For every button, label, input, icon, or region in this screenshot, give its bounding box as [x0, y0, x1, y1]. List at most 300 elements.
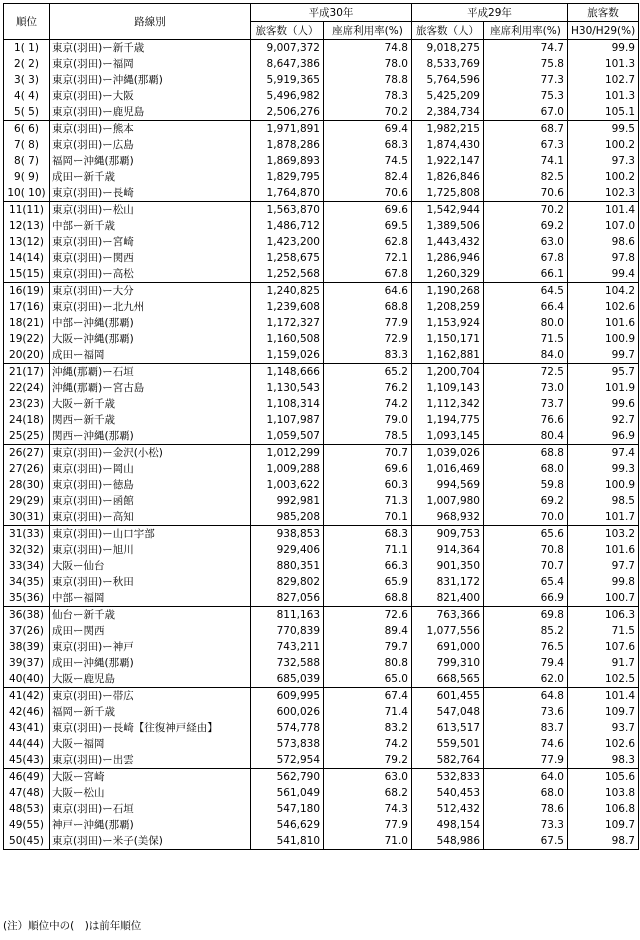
route-cell: 大阪ー仙台: [50, 558, 251, 574]
rank-cell: 15(15): [4, 266, 50, 283]
h30-seat-rate-cell: 68.3: [324, 137, 412, 153]
rank-cell: 43(41): [4, 720, 50, 736]
table-row: [4, 364, 639, 381]
rank-cell: 40(40): [4, 671, 50, 688]
route-cell: 東京(羽田)ー沖縄(那覇): [50, 72, 251, 88]
route-cell: 東京(羽田)ー大阪: [50, 88, 251, 104]
rank-cell: 5( 5): [4, 104, 50, 121]
h30-seat-rate-cell: 80.8: [324, 655, 412, 671]
h29-header: 平成29年: [412, 4, 568, 22]
h30-seat-rate-cell: 74.2: [324, 396, 412, 412]
table-row: [4, 688, 639, 705]
route-cell: 大阪ー福岡: [50, 736, 251, 752]
h29-passengers-cell: 799,310: [412, 655, 484, 671]
ratio-cell: 100.9: [568, 477, 639, 493]
h30-passengers-cell: 1,130,543: [251, 380, 324, 396]
route-cell: 沖縄(那覇)ー石垣: [50, 364, 251, 381]
ratio-cell: 109.7: [568, 704, 639, 720]
h29-passengers-cell: 9,018,275: [412, 40, 484, 57]
h30-passengers-cell: 929,406: [251, 542, 324, 558]
h30-seat-rate-cell: 62.8: [324, 234, 412, 250]
table-row: [4, 88, 639, 104]
table-row: [4, 428, 639, 445]
h30-passengers-cell: 572,954: [251, 752, 324, 769]
h30-passengers-cell: 743,211: [251, 639, 324, 655]
h30-seat-rate-cell: 60.3: [324, 477, 412, 493]
h30-passengers-cell: 880,351: [251, 558, 324, 574]
h30-seat-rate-cell: 65.9: [324, 574, 412, 590]
h29-seat-rate-cell: 74.7: [484, 40, 568, 57]
ratio-header: 旅客数: [568, 4, 639, 22]
ratio-cell: 92.7: [568, 412, 639, 428]
h29-passengers-cell: 668,565: [412, 671, 484, 688]
rank-cell: 48(53): [4, 801, 50, 817]
h30-passengers-cell: 1,148,666: [251, 364, 324, 381]
h29-passengers-cell: 1,016,469: [412, 461, 484, 477]
h29-passengers-cell: 1,982,215: [412, 121, 484, 138]
ratio-cell: 99.5: [568, 121, 639, 138]
h29-passengers-cell: 1,200,704: [412, 364, 484, 381]
h29-passengers-cell: 994,569: [412, 477, 484, 493]
rank-cell: 18(21): [4, 315, 50, 331]
h30-seat-rate-cell: 83.3: [324, 347, 412, 364]
route-cell: 関西ー沖縄(那覇): [50, 428, 251, 445]
h29-seat-rate-cell: 80.4: [484, 428, 568, 445]
ratio-cell: 97.8: [568, 250, 639, 266]
table-row: [4, 493, 639, 509]
h30-passengers-cell: 609,995: [251, 688, 324, 705]
h30-passengers-cell: 561,049: [251, 785, 324, 801]
ratio-cell: 99.8: [568, 574, 639, 590]
route-cell: 成田ー新千歳: [50, 169, 251, 185]
ratio-cell: 104.2: [568, 283, 639, 300]
ratio-sub-header: H30/H29(%): [568, 22, 639, 40]
ratio-cell: 101.7: [568, 509, 639, 526]
h29-seat-rate-cell: 66.1: [484, 266, 568, 283]
ratio-cell: 106.3: [568, 607, 639, 624]
route-cell: 東京(羽田)ー帯広: [50, 688, 251, 705]
table-row: [4, 202, 639, 219]
h29-passengers-cell: 1,874,430: [412, 137, 484, 153]
h29-passengers-cell: 821,400: [412, 590, 484, 607]
rank-cell: 39(37): [4, 655, 50, 671]
h29-passengers-cell: 909,753: [412, 526, 484, 543]
h30-seat-rate-cell: 72.1: [324, 250, 412, 266]
rank-cell: 42(46): [4, 704, 50, 720]
table-row: [4, 477, 639, 493]
h30-seat-rate-cell: 70.7: [324, 445, 412, 462]
h30-passengers-cell: 685,039: [251, 671, 324, 688]
h30-seat-rate-cell: 72.6: [324, 607, 412, 624]
route-cell: 東京(羽田)ー石垣: [50, 801, 251, 817]
h29-passengers-cell: 1,208,259: [412, 299, 484, 315]
h30-passengers-cell: 573,838: [251, 736, 324, 752]
h29-passengers-cell: 1,112,342: [412, 396, 484, 412]
rank-cell: 2( 2): [4, 56, 50, 72]
ratio-cell: 99.6: [568, 396, 639, 412]
table-row: [4, 785, 639, 801]
h29-seat-rate-cell: 64.8: [484, 688, 568, 705]
table-row: [4, 542, 639, 558]
h29-passengers-cell: 1,725,808: [412, 185, 484, 202]
h30-seat-rate-cell: 71.3: [324, 493, 412, 509]
h29-passengers-cell: 1,109,143: [412, 380, 484, 396]
h30-seat-rate-cell: 78.5: [324, 428, 412, 445]
h29-passengers-cell: 1,542,944: [412, 202, 484, 219]
h29-passengers-cell: 1,093,145: [412, 428, 484, 445]
h30-seat-rate-cell: 65.2: [324, 364, 412, 381]
table-body: [4, 40, 639, 850]
route-ranking-table: [3, 3, 639, 850]
rank-header: 順位: [4, 4, 50, 40]
table-row: [4, 121, 639, 138]
rank-cell: 22(24): [4, 380, 50, 396]
h30-passengers-cell: 574,778: [251, 720, 324, 736]
ratio-cell: 99.4: [568, 266, 639, 283]
ratio-cell: 98.5: [568, 493, 639, 509]
h29-passengers-cell: 1,260,329: [412, 266, 484, 283]
h30-passengers-cell: 1,159,026: [251, 347, 324, 364]
h29-seat-rate-cell: 77.9: [484, 752, 568, 769]
ratio-cell: 103.2: [568, 526, 639, 543]
h29-passengers-cell: 2,384,734: [412, 104, 484, 121]
h30-passengers-cell: 1,563,870: [251, 202, 324, 219]
h30-passengers-cell: 938,853: [251, 526, 324, 543]
table-row: [4, 331, 639, 347]
h29-seat-rate-cell: 73.0: [484, 380, 568, 396]
rank-cell: 29(29): [4, 493, 50, 509]
h30-passengers-cell: 2,506,276: [251, 104, 324, 121]
h30-seat-rate-cell: 69.5: [324, 218, 412, 234]
h30-seat-rate-cell: 68.8: [324, 299, 412, 315]
ratio-cell: 101.6: [568, 315, 639, 331]
table-row: [4, 752, 639, 769]
ratio-cell: 100.2: [568, 169, 639, 185]
route-cell: 東京(羽田)ー宮崎: [50, 234, 251, 250]
h30-seat-rate-cell: 78.3: [324, 88, 412, 104]
h30-seat-rate-cell: 89.4: [324, 623, 412, 639]
h30-seat-rate-cell: 69.4: [324, 121, 412, 138]
ratio-cell: 101.3: [568, 56, 639, 72]
h30-passengers-cell: 1,108,314: [251, 396, 324, 412]
h30-seat-rate-cell: 71.0: [324, 833, 412, 850]
h29-seat-rate-cell: 62.0: [484, 671, 568, 688]
h30-passengers-cell: 562,790: [251, 769, 324, 786]
h30-seat-rate-cell: 72.9: [324, 331, 412, 347]
rank-cell: 10( 10): [4, 185, 50, 202]
h29-passengers-cell: 532,833: [412, 769, 484, 786]
rank-cell: 41(42): [4, 688, 50, 705]
h29-seat-rate-cell: 80.0: [484, 315, 568, 331]
rank-cell: 45(43): [4, 752, 50, 769]
ratio-cell: 71.5: [568, 623, 639, 639]
h29-seat-rate-cell: 74.1: [484, 153, 568, 169]
h29-passengers-cell: 512,432: [412, 801, 484, 817]
h30-seat-rate-cell: 70.1: [324, 509, 412, 526]
h29-seat-rate-cell: 69.8: [484, 607, 568, 624]
route-cell: 東京(羽田)ー山口宇部: [50, 526, 251, 543]
ratio-cell: 93.7: [568, 720, 639, 736]
h30-seat-rate-cell: 71.1: [324, 542, 412, 558]
h30-passengers-cell: 541,810: [251, 833, 324, 850]
table-row: [4, 801, 639, 817]
h30-passengers-cell: 1,107,987: [251, 412, 324, 428]
h29-seat-rate-cell: 70.2: [484, 202, 568, 219]
ratio-cell: 102.6: [568, 736, 639, 752]
h30-seat-rate-cell: 79.2: [324, 752, 412, 769]
table-row: [4, 104, 639, 121]
rank-cell: 30(31): [4, 509, 50, 526]
h29-seat-rate-cell: 69.2: [484, 493, 568, 509]
ratio-cell: 101.9: [568, 380, 639, 396]
ratio-cell: 109.7: [568, 817, 639, 833]
h30-passengers-cell: 1,869,893: [251, 153, 324, 169]
route-cell: 中部ー沖縄(那覇): [50, 315, 251, 331]
h29-seat-rate-cell: 74.6: [484, 736, 568, 752]
rank-cell: 16(19): [4, 283, 50, 300]
rank-cell: 17(16): [4, 299, 50, 315]
h30-seat-rate-cell: 70.6: [324, 185, 412, 202]
h30-header: 平成30年: [251, 4, 412, 22]
h30-passengers-cell: 1,240,825: [251, 283, 324, 300]
ratio-cell: 100.2: [568, 137, 639, 153]
rank-cell: 31(33): [4, 526, 50, 543]
h30-passengers-cell: 1,878,286: [251, 137, 324, 153]
route-cell: 東京(羽田)ー広島: [50, 137, 251, 153]
route-cell: 東京(羽田)ー長崎【往復神戸経由】: [50, 720, 251, 736]
table-row: [4, 234, 639, 250]
ratio-cell: 102.6: [568, 299, 639, 315]
route-cell: 成田ー沖縄(那覇): [50, 655, 251, 671]
route-cell: 仙台ー新千歳: [50, 607, 251, 624]
h30-seat-rate-cell: 74.3: [324, 801, 412, 817]
h30-seat-rate-header: 座席利用率(%): [324, 22, 412, 40]
h30-passengers-cell: 1,829,795: [251, 169, 324, 185]
ratio-cell: 102.7: [568, 72, 639, 88]
rank-cell: 19(22): [4, 331, 50, 347]
h29-seat-rate-cell: 79.4: [484, 655, 568, 671]
h29-passengers-cell: 1,190,268: [412, 283, 484, 300]
h29-passengers-cell: 5,764,596: [412, 72, 484, 88]
h30-passengers-cell: 8,647,386: [251, 56, 324, 72]
ratio-cell: 98.6: [568, 234, 639, 250]
footnote: (注）順位中の( )は前年順位: [3, 920, 142, 932]
rank-cell: 12(13): [4, 218, 50, 234]
h30-seat-rate-cell: 70.2: [324, 104, 412, 121]
rank-cell: 36(38): [4, 607, 50, 624]
h30-seat-rate-cell: 68.3: [324, 526, 412, 543]
h29-seat-rate-cell: 73.3: [484, 817, 568, 833]
table-row: [4, 445, 639, 462]
route-cell: 東京(羽田)ー神戸: [50, 639, 251, 655]
ratio-cell: 105.6: [568, 769, 639, 786]
route-cell: 沖縄(那覇)ー宮古島: [50, 380, 251, 396]
route-cell: 東京(羽田)ー高知: [50, 509, 251, 526]
route-cell: 大阪ー鹿児島: [50, 671, 251, 688]
route-cell: 成田ー福岡: [50, 347, 251, 364]
h29-passengers-cell: 1,153,924: [412, 315, 484, 331]
h29-passengers-cell: 5,425,209: [412, 88, 484, 104]
table-row: [4, 299, 639, 315]
rank-cell: 32(32): [4, 542, 50, 558]
ratio-cell: 99.7: [568, 347, 639, 364]
table-row: [4, 558, 639, 574]
route-cell: 東京(羽田)ー新千歳: [50, 40, 251, 57]
h30-seat-rate-cell: 64.6: [324, 283, 412, 300]
rank-cell: 28(30): [4, 477, 50, 493]
h29-seat-rate-cell: 82.5: [484, 169, 568, 185]
h30-seat-rate-cell: 79.7: [324, 639, 412, 655]
h29-seat-rate-cell: 63.0: [484, 234, 568, 250]
h30-passengers-cell: 1,764,870: [251, 185, 324, 202]
rank-cell: 27(26): [4, 461, 50, 477]
table-row: [4, 461, 639, 477]
h29-passengers-cell: 914,364: [412, 542, 484, 558]
h30-seat-rate-cell: 68.2: [324, 785, 412, 801]
h30-passengers-cell: 827,056: [251, 590, 324, 607]
h30-seat-rate-cell: 79.0: [324, 412, 412, 428]
h29-passengers-cell: 540,453: [412, 785, 484, 801]
table-header: [4, 4, 639, 40]
rank-cell: 9( 9): [4, 169, 50, 185]
h30-seat-rate-cell: 82.4: [324, 169, 412, 185]
ratio-cell: 99.3: [568, 461, 639, 477]
h29-seat-rate-cell: 70.0: [484, 509, 568, 526]
table-row: [4, 704, 639, 720]
table-row: [4, 185, 639, 202]
h29-passengers-cell: 548,986: [412, 833, 484, 850]
h29-passengers-cell: 559,501: [412, 736, 484, 752]
rank-cell: 47(48): [4, 785, 50, 801]
rank-cell: 37(26): [4, 623, 50, 639]
h30-seat-rate-cell: 77.9: [324, 817, 412, 833]
route-cell: 東京(羽田)ー金沢(小松): [50, 445, 251, 462]
h30-passengers-cell: 1,423,200: [251, 234, 324, 250]
route-cell: 東京(羽田)ー高松: [50, 266, 251, 283]
table-row: [4, 574, 639, 590]
route-cell: 大阪ー松山: [50, 785, 251, 801]
route-cell: 東京(羽田)ー熊本: [50, 121, 251, 138]
ratio-cell: 107.6: [568, 639, 639, 655]
rank-cell: 21(17): [4, 364, 50, 381]
h29-seat-rate-cell: 78.6: [484, 801, 568, 817]
h29-passengers-cell: 901,350: [412, 558, 484, 574]
h29-seat-rate-cell: 59.8: [484, 477, 568, 493]
h30-seat-rate-cell: 63.0: [324, 769, 412, 786]
h30-seat-rate-cell: 71.4: [324, 704, 412, 720]
ratio-cell: 105.1: [568, 104, 639, 121]
route-cell: 東京(羽田)ー函館: [50, 493, 251, 509]
h29-seat-rate-cell: 67.0: [484, 104, 568, 121]
route-cell: 東京(羽田)ー福岡: [50, 56, 251, 72]
h30-passengers-cell: 1,172,327: [251, 315, 324, 331]
rank-cell: 46(49): [4, 769, 50, 786]
h29-seat-rate-header: 座席利用率(%): [484, 22, 568, 40]
h29-passengers-cell: 1,150,171: [412, 331, 484, 347]
h29-passengers-cell: 547,048: [412, 704, 484, 720]
table-row: [4, 671, 639, 688]
route-cell: 中部ー福岡: [50, 590, 251, 607]
route-cell: 東京(羽田)ー出雲: [50, 752, 251, 769]
table-row: [4, 56, 639, 72]
rank-cell: 13(12): [4, 234, 50, 250]
h29-seat-rate-cell: 66.9: [484, 590, 568, 607]
h30-passengers-cell: 1,971,891: [251, 121, 324, 138]
rank-cell: 35(36): [4, 590, 50, 607]
ratio-cell: 99.9: [568, 40, 639, 57]
h29-seat-rate-cell: 83.7: [484, 720, 568, 736]
table-row: [4, 169, 639, 185]
rank-cell: 49(55): [4, 817, 50, 833]
h29-seat-rate-cell: 70.8: [484, 542, 568, 558]
h29-seat-rate-cell: 70.7: [484, 558, 568, 574]
h29-passengers-cell: 691,000: [412, 639, 484, 655]
h30-passengers-cell: 985,208: [251, 509, 324, 526]
table-row: [4, 639, 639, 655]
h30-passengers-cell: 1,160,508: [251, 331, 324, 347]
h29-seat-rate-cell: 67.8: [484, 250, 568, 266]
ratio-cell: 103.8: [568, 785, 639, 801]
rank-cell: 38(39): [4, 639, 50, 655]
h30-seat-rate-cell: 77.9: [324, 315, 412, 331]
h29-passengers-cell: 1,162,881: [412, 347, 484, 364]
h29-seat-rate-cell: 68.0: [484, 461, 568, 477]
ratio-cell: 98.3: [568, 752, 639, 769]
h29-passengers-cell: 1,826,846: [412, 169, 484, 185]
h30-seat-rate-cell: 74.2: [324, 736, 412, 752]
route-cell: 東京(羽田)ー米子(美保): [50, 833, 251, 850]
h30-seat-rate-cell: 74.8: [324, 40, 412, 57]
h29-seat-rate-cell: 84.0: [484, 347, 568, 364]
route-cell: 東京(羽田)ー旭川: [50, 542, 251, 558]
table-row: [4, 720, 639, 736]
h29-seat-rate-cell: 68.8: [484, 445, 568, 462]
h29-passengers-cell: 1,922,147: [412, 153, 484, 169]
route-cell: 東京(羽田)ー北九州: [50, 299, 251, 315]
route-cell: 大阪ー宮崎: [50, 769, 251, 786]
table-row: [4, 623, 639, 639]
rank-cell: 3( 3): [4, 72, 50, 88]
rank-cell: 26(27): [4, 445, 50, 462]
h30-passengers-cell: 600,026: [251, 704, 324, 720]
h29-seat-rate-cell: 75.8: [484, 56, 568, 72]
h29-seat-rate-cell: 67.5: [484, 833, 568, 850]
h29-seat-rate-cell: 75.3: [484, 88, 568, 104]
rank-cell: 6( 6): [4, 121, 50, 138]
h30-passengers-cell: 5,496,982: [251, 88, 324, 104]
ratio-cell: 106.8: [568, 801, 639, 817]
h30-seat-rate-cell: 68.8: [324, 590, 412, 607]
route-cell: 東京(羽田)ー大分: [50, 283, 251, 300]
h30-passengers-cell: 1,486,712: [251, 218, 324, 234]
table-row: [4, 380, 639, 396]
h30-passengers-cell: 9,007,372: [251, 40, 324, 57]
table-row: [4, 283, 639, 300]
rank-cell: 25(25): [4, 428, 50, 445]
ratio-cell: 97.3: [568, 153, 639, 169]
route-cell: 関西ー新千歳: [50, 412, 251, 428]
h30-seat-rate-cell: 69.6: [324, 461, 412, 477]
rank-cell: 50(45): [4, 833, 50, 850]
table-row: [4, 833, 639, 850]
rank-cell: 33(34): [4, 558, 50, 574]
route-cell: 東京(羽田)ー松山: [50, 202, 251, 219]
route-cell: 福岡ー沖縄(那覇): [50, 153, 251, 169]
table-row: [4, 607, 639, 624]
h29-passengers-cell: 613,517: [412, 720, 484, 736]
h30-passengers-cell: 5,919,365: [251, 72, 324, 88]
table-row: [4, 153, 639, 169]
